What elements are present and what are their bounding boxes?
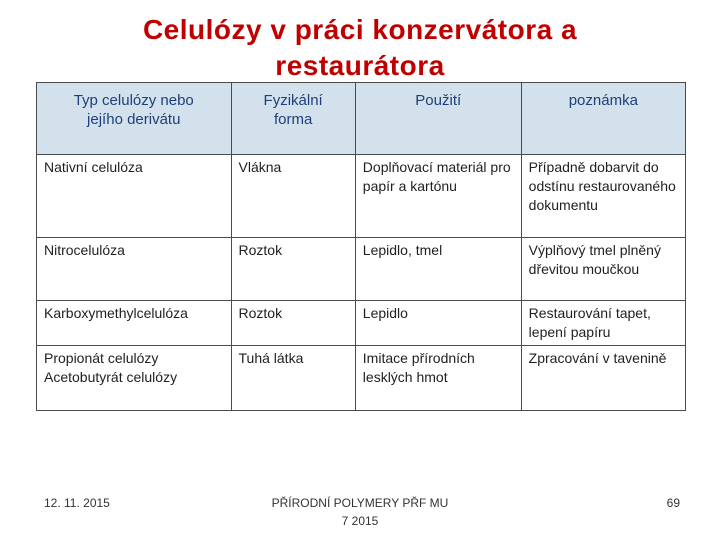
cell-type: Karboxymethylcelulóza [37,301,232,346]
cell-use: Lepidlo [355,301,521,346]
footer-course-line-1: PŘÍRODNÍ POLYMERY PŘF MU [271,496,449,510]
slide-title-line-2: restaurátora [275,50,445,81]
cell-form: Roztok [231,238,355,301]
cell-form: Roztok [231,301,355,346]
cell-note: Restaurování tapet, lepení papíru [521,301,685,346]
footer-date: 12. 11. 2015 [44,496,110,510]
table-row [37,155,686,238]
header-cell-use: Použití [355,83,521,155]
slide-title-line-1: Celulózy v práci konzervátora a [142,14,578,45]
header-cell-form: Fyzikální forma [231,83,355,155]
header-cell-note: poznámka [521,83,685,155]
slide-title [0,12,720,84]
cell-type: Nitrocelulóza [37,238,232,301]
cell-use: Doplňovací materiál pro papír a kartónu [355,155,521,238]
cell-use: Lepidlo, tmel [355,238,521,301]
table-row [37,238,686,301]
cell-form: Vlákna [231,155,355,238]
header-cell-type: Typ celulózy nebo jejího derivátu [37,83,232,155]
table-row [37,346,686,411]
cell-form: Tuhá látka [231,346,355,411]
cell-type: Nativní celulóza [37,155,232,238]
cell-note: Zpracování v tavenině [521,346,685,411]
cell-note: Případně dobarvit do odstínu restaurovaného dokumentu [521,155,685,238]
table-row [37,301,686,346]
footer-course [230,494,490,530]
table-header-row [37,83,686,155]
page-number: 69 [666,496,680,510]
cell-note: Výplňový tmel plněný dřevitou moučkou [521,238,685,301]
cell-type: Propionát celulózy Acetobutyrát celulózy [37,346,232,411]
footer-course-line-2: 7 2015 [341,514,379,528]
cellulose-table [36,82,686,411]
cell-use: Imitace přírodních lesklých hmot [355,346,521,411]
